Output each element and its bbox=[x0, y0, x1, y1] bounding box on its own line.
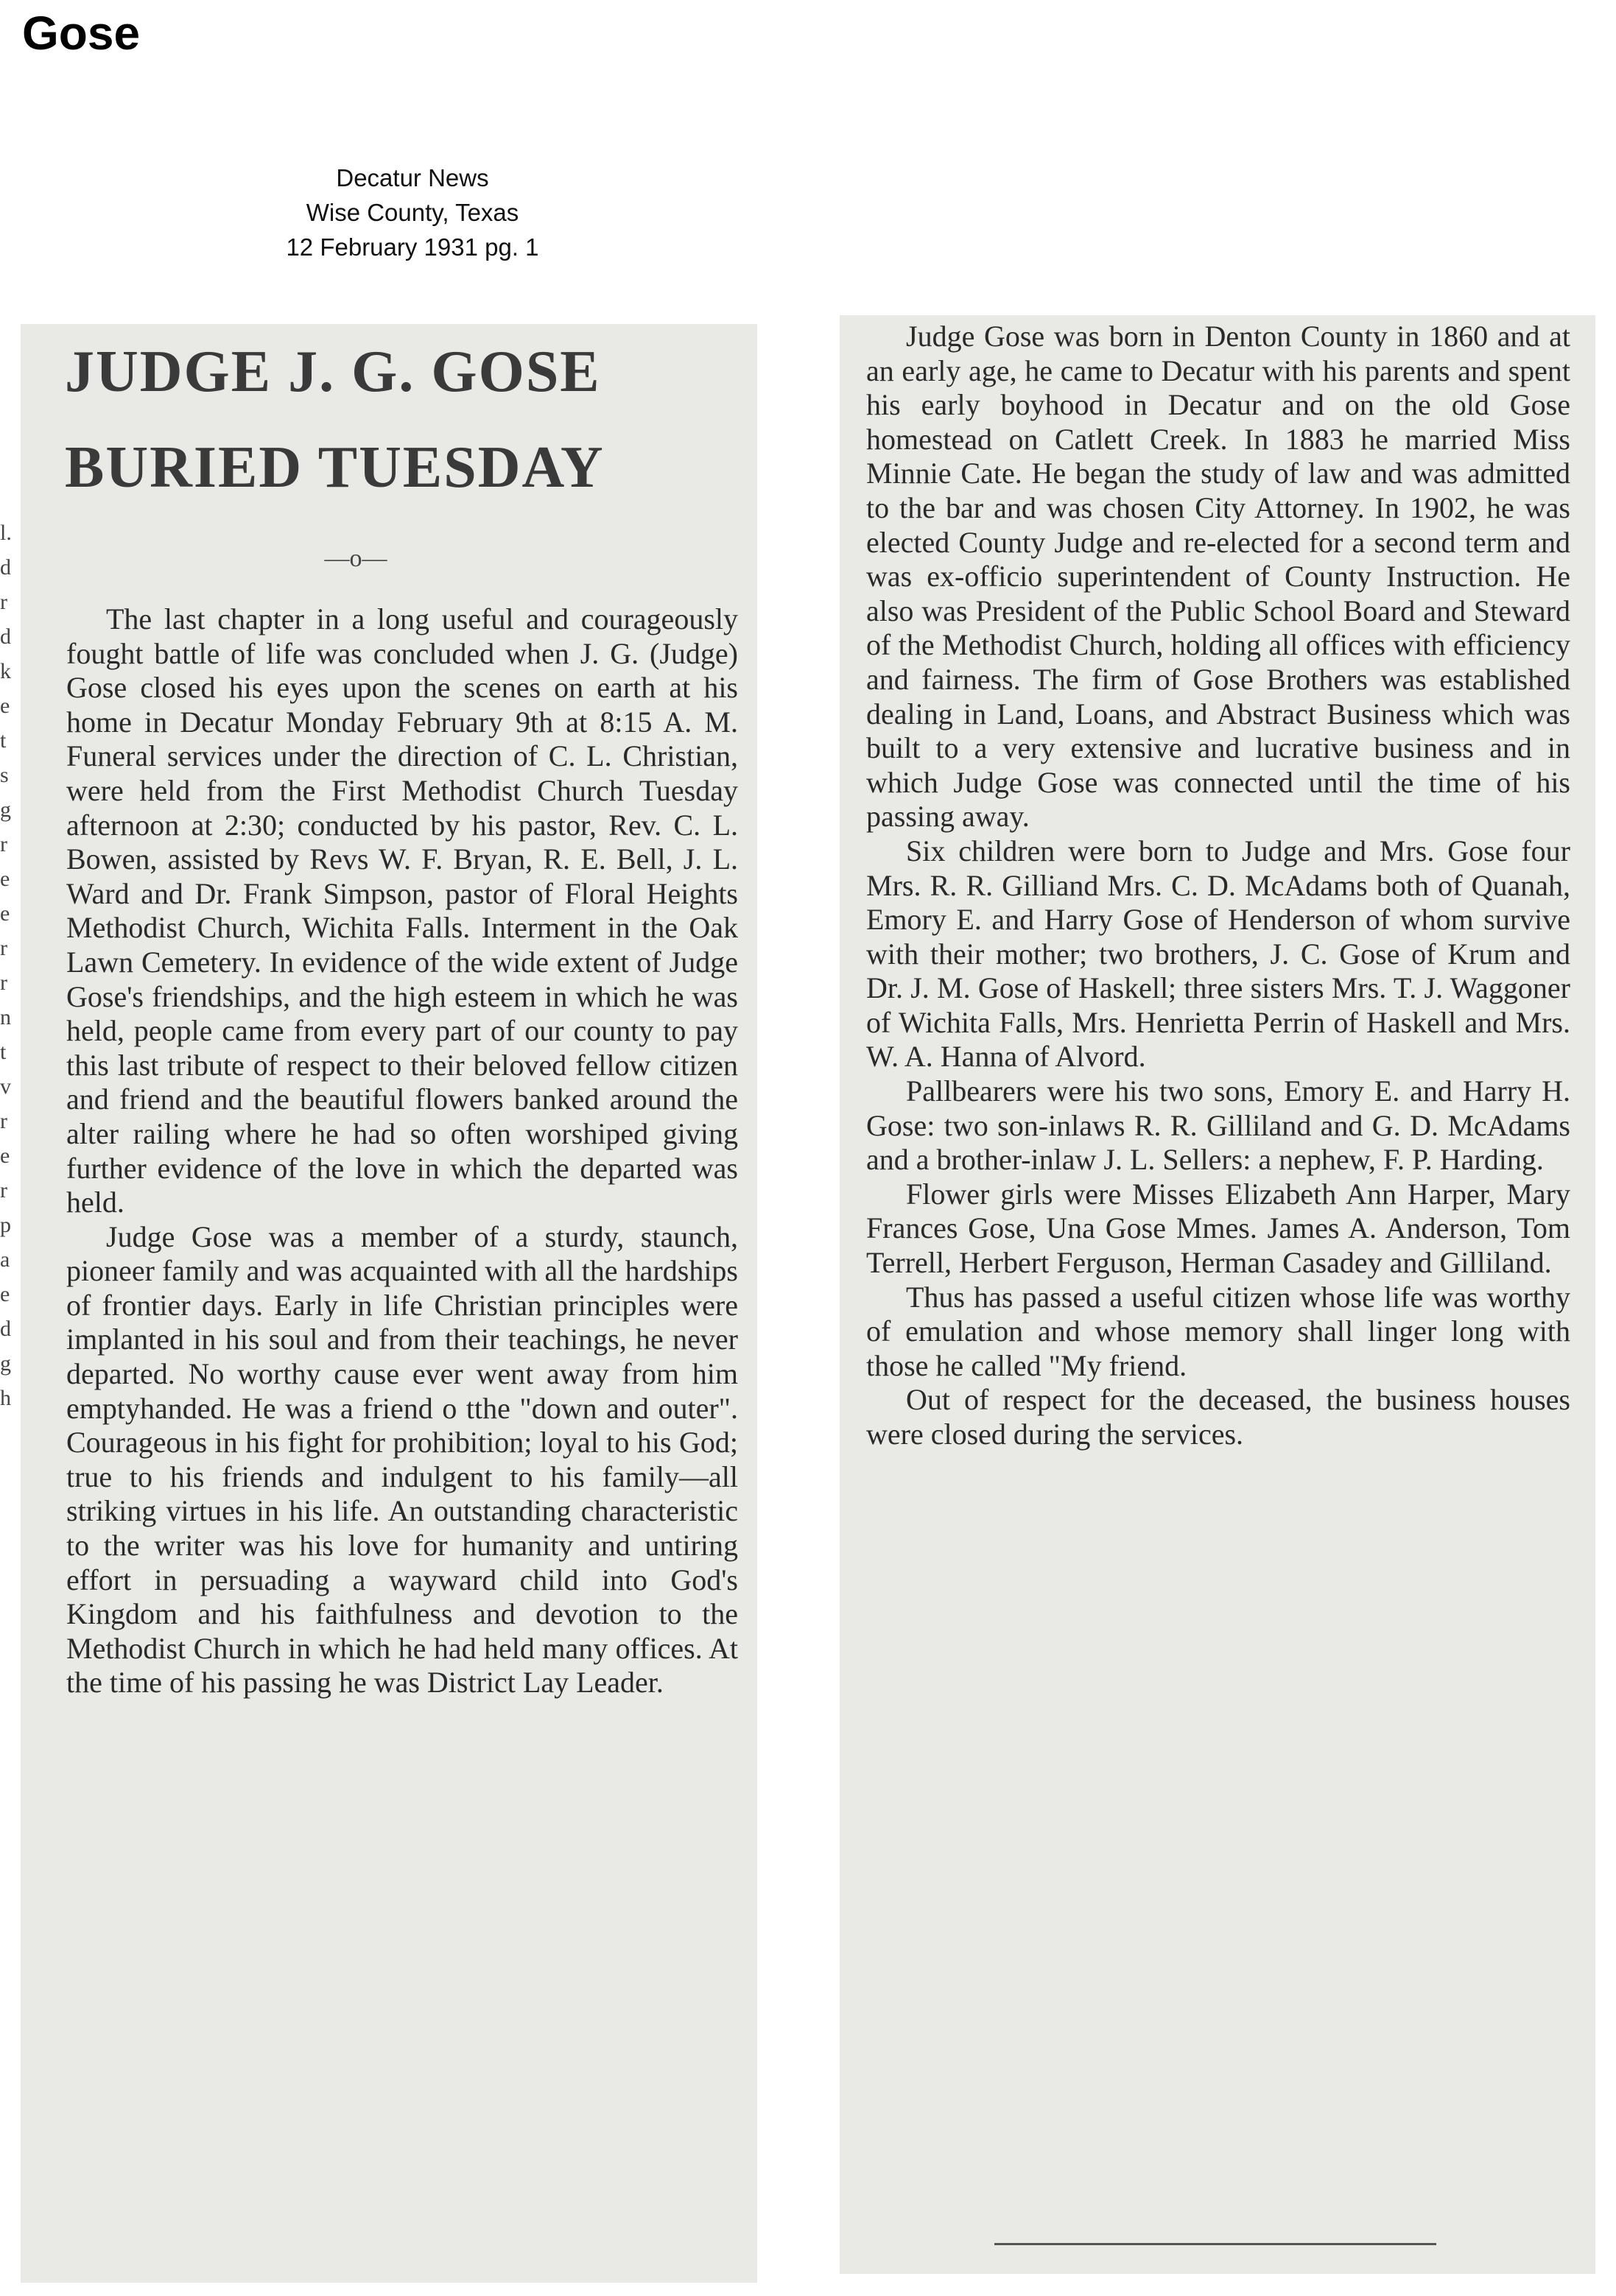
closing-rule bbox=[994, 2243, 1436, 2245]
page-label: Gose bbox=[22, 7, 141, 60]
headline-line-2: BURIED TUESDAY bbox=[65, 435, 605, 500]
ornament-divider: —o— bbox=[324, 545, 387, 572]
headline-line-1: JUDGE J. G. GOSE bbox=[65, 339, 601, 404]
paragraph: Six children were born to Judge and Mrs. Gose four Mrs. R. R. Gilliand Mrs. C. D. McAdams both of Quanah, Emory E. and Harry Gose of Henderson of whom survive with their mother; two brothers, J. C. Gose of Krum and Dr. J. M. Gose of Haskell; three sisters Mrs. T. J. Waggoner of Wichita Falls, Mrs. Henrietta Perrin of Haskell and Mrs. W. A. Hanna of Alvord. bbox=[866, 834, 1570, 1074]
newspaper-date: 12 February 1931 pg. 1 bbox=[286, 233, 539, 261]
gutter-fragments: l. d r d k e t s g r e e r r n t v r e r p a e d g h bbox=[0, 521, 12, 1410]
paragraph: The last chapter in a long useful and courageously fought battle of life was concluded when J. G. (Judge) Gose closed his eyes upon the scenes on earth at his home in Decatur Monday February 9th at 8:15 A. M. Funeral services under the direction of C. L. Christian, were held from the First Methodist Church Tuesday afternoon at 2:30; conducted by his pastor, Rev. C. L. Bowen, assisted by Revs W. F. Bryan, R. E. Bell, J. L. Ward and Dr. Frank Simpson, pastor of Floral Heights Methodist Church, Wichita Falls. Interment in the Oak Lawn Cemetery. In evidence of the wide extent of Judge Gose's friendships, and the high esteem in which he was held, people came from every part of our county to pay this last tribute of respect to their beloved fellow citizen and friend and the beautiful flowers banked around the alter railing where he had so often worshiped giving further evidence of the love in which the departed was held. bbox=[66, 602, 738, 1219]
paragraph: Pallbearers were his two sons, Emory E. and Harry H. Gose: two son-inlaws R. R. Gilliland and G. D. McAdams and a brother-inlaw J. L. Sellers: a nephew, F. P. Harding. bbox=[866, 1074, 1570, 1177]
paragraph: Out of respect for the deceased, the business houses were closed during the services. bbox=[866, 1383, 1570, 1451]
paragraph: Flower girls were Misses Elizabeth Ann Harper, Mary Frances Gose, Una Gose Mmes. James A. Anderson, Tom Terrell, Herbert Ferguson, Herman Casadey and Gilliland. bbox=[866, 1177, 1570, 1280]
paragraph: Judge Gose was a member of a sturdy, staunch, pioneer family and was acquainted with all the hardships of frontier days. Early in life Christian principles were implanted in his soul and from their teachings, he never departed. No worthy cause ever went away from him emptyhanded. He was a friend o tthe "down and outer". Courageous in his fight for prohibition; loyal to his God; true to his friends and indulgent to his family—all striking virtues in his life. An outstanding characteristic to the writer was his love for humanity and untiring effort in persuading a wayward child into God's Kingdom and his faithfulness and devotion to the Methodist Church in which he had held many offices. At the time of his passing he was District Lay Leader. bbox=[66, 1219, 738, 1700]
newspaper-name: Decatur News bbox=[336, 164, 489, 191]
newspaper-place: Wise County, Texas bbox=[306, 199, 519, 226]
paragraph: Thus has passed a useful citizen whose life was worthy of emulation and whose memory shall linger long with those he called "My friend. bbox=[866, 1280, 1570, 1382]
source-citation bbox=[243, 161, 582, 264]
clipping-right-column bbox=[840, 315, 1595, 2274]
article-body-left bbox=[66, 602, 738, 1700]
paragraph: Judge Gose was born in Denton County in 1860 and at an early age, he came to Decatur with his parents and spent his early boyhood in Decatur and on the old Gose homestead on Catlett Creek. In 1883 he married Miss Minnie Cate. He began the study of law and was admitted to the bar and was chosen City Attorney. In 1902, he was elected County Judge and re-elected for a second term and was ex-officio superintendent of County Instruction. He also was President of the Public School Board and Steward of the Methodist Church, holding all offices with efficiency and fairness. The firm of Gose Brothers was established dealing in Land, Loans, and Abstract Business which was built to a very extensive and lucrative business and in which Judge Gose was connected until the time of his passing away. bbox=[866, 320, 1570, 834]
clipping-left-column bbox=[21, 324, 757, 2283]
article-body-right bbox=[866, 320, 1570, 1452]
